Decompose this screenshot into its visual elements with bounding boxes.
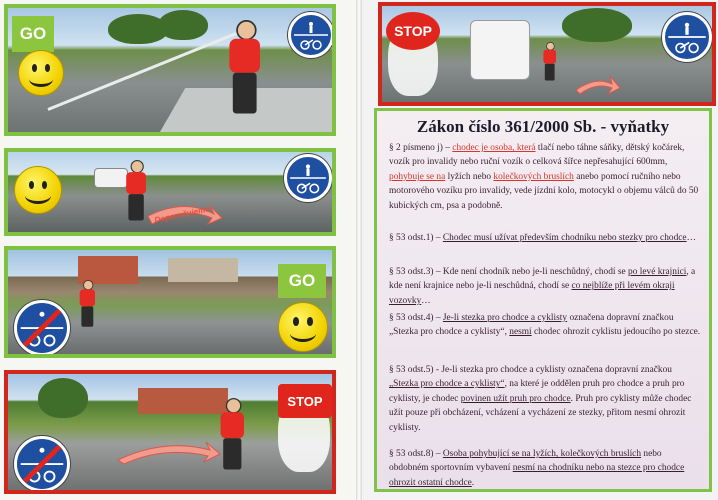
law-text-run: § 2 písmeno j) – xyxy=(389,143,453,153)
law-text-run: § 53 odst.4) – xyxy=(389,313,443,323)
pedestrian-cycle-sign-icon xyxy=(288,12,334,58)
law-title: Zákon číslo 361/2000 Sb. - vyňatky xyxy=(416,117,670,136)
smiley-icon xyxy=(14,166,62,214)
no-cycle-path-sign-icon xyxy=(14,436,70,492)
skater-body xyxy=(229,39,260,73)
law-text-run: Je-li stezka pro chodce a cyklisty xyxy=(442,313,568,323)
skater-body xyxy=(126,172,146,194)
tree xyxy=(562,8,632,42)
photo-panel-stop xyxy=(4,370,336,494)
recommended-label: Doporučujeme xyxy=(153,204,211,225)
law-text-run: chodec je osoba, která xyxy=(452,143,536,153)
skater-legs xyxy=(223,438,241,469)
law-text-run: § 53 odst.8) – xyxy=(389,449,443,459)
law-text-run: § 53 odst.1) – xyxy=(389,233,443,243)
photo-panel-go-2 xyxy=(4,246,336,358)
law-text-run: … xyxy=(421,295,431,306)
law-text-run: § 53 odst.3) – Kde není chodník nebo je-li neschůdný, chodí se xyxy=(389,267,629,277)
law-text-run: anebo pomocí ručního nebo motorového vozíku pro invalidy, vede jízdní kolo, motocykl o objemu válců do 50 kubických cm, psa a podobně. xyxy=(389,171,699,211)
law-text-run: … xyxy=(686,233,696,243)
skater-body xyxy=(80,289,95,306)
law-paragraph xyxy=(389,265,701,308)
law-text-run: nesmí na chodníku nebo na stezce pro chodce ohrozit ostatní chodce xyxy=(389,463,685,488)
skater-legs xyxy=(128,194,143,220)
house xyxy=(168,258,238,282)
pink-arrow-icon xyxy=(572,70,622,98)
law-paragraph xyxy=(389,363,701,435)
skater-legs xyxy=(545,64,555,81)
law-text-run: povinen užít pruh pro chodce xyxy=(460,393,571,404)
car xyxy=(94,168,128,188)
stop-badge: STOP xyxy=(386,12,440,50)
photo-panel-go-1 xyxy=(4,4,336,136)
pedestrian-cycle-sign-icon xyxy=(662,12,712,62)
skater-legs xyxy=(81,306,93,326)
law-text-panel xyxy=(374,108,712,492)
law-text-run: po levé krajnici xyxy=(628,267,687,277)
skater xyxy=(542,42,559,84)
van xyxy=(470,20,530,80)
go-badge: GO xyxy=(12,16,54,52)
law-text-run: nebo obdobném sportovním vybavení xyxy=(389,449,662,474)
skater-head xyxy=(226,398,242,414)
law-text-run: lyžích nebo xyxy=(445,171,494,182)
pink-arrow-icon xyxy=(114,434,224,466)
law-paragraph xyxy=(389,231,701,245)
skater xyxy=(218,398,249,476)
law-paragraph xyxy=(389,447,701,490)
tree xyxy=(158,10,208,40)
tree xyxy=(38,378,88,418)
left-page xyxy=(0,0,356,500)
law-paragraph xyxy=(389,141,701,213)
law-text-run: § 53 odst.5) - Je-li stezka pro chodce a cyklisty označena dopravní značkou xyxy=(389,365,672,375)
skater-head xyxy=(236,20,256,40)
law-text-run: nesmí xyxy=(509,327,532,338)
skater xyxy=(78,280,98,331)
stop-badge: STOP xyxy=(278,384,332,418)
law-text-run: tlačí nebo táhne sáňky, dětský kočárek, vozík pro invalidy nebo ruční vozík o celková šířce nepřesahující 600mm, xyxy=(389,143,685,168)
go-badge: GO xyxy=(278,264,326,298)
photo-panel-recommended xyxy=(4,148,336,236)
law-text-run: Chodec musí užívat především chodníku nebo stezky pro chodce xyxy=(442,233,687,243)
law-text-run: kolečkových bruslích xyxy=(493,171,574,182)
photo-top-stop xyxy=(378,2,716,106)
law-text-run: , na které je oddělen pruh pro chodce a pruh pro cyklisty, je chodec xyxy=(389,379,685,404)
law-text-run: co nejblíže při levém okraji vozovky xyxy=(389,281,675,306)
skater-body xyxy=(221,412,244,438)
house xyxy=(138,388,228,414)
law-text-run: pohybuje se na xyxy=(389,171,446,182)
skater-legs xyxy=(233,73,257,114)
smiley-icon xyxy=(18,50,64,96)
law-text-run: „Stezka pro chodce a cyklisty“ xyxy=(389,379,505,390)
law-text-run: , a kde není krajnice nebo je-li neschůdná, chodí se xyxy=(389,267,696,292)
pedestrian-cycle-sign-icon xyxy=(284,154,332,202)
smiley-icon xyxy=(278,302,328,352)
law-text-run: Osoba pohybující se na lyžích, kolečkových bruslích xyxy=(442,449,642,459)
law-text-run: . xyxy=(471,477,475,488)
no-cycle-path-sign-icon xyxy=(14,300,70,356)
law-text-run: . Pruh pro cyklisty může chodec užít pouze při obcházení, vcházení a vycházení ze stezky, přitom nesmí ohrozit cyklisty. xyxy=(389,393,692,433)
skater-body xyxy=(543,50,556,64)
law-text-run: označena dopravní značkou „Stezka pro chodce a cyklisty“, xyxy=(389,313,674,338)
law-text-run: chodec ohrozit cyklistu jedoucího po stezce. xyxy=(531,327,701,338)
law-paragraph xyxy=(389,311,701,340)
skater xyxy=(226,20,267,122)
